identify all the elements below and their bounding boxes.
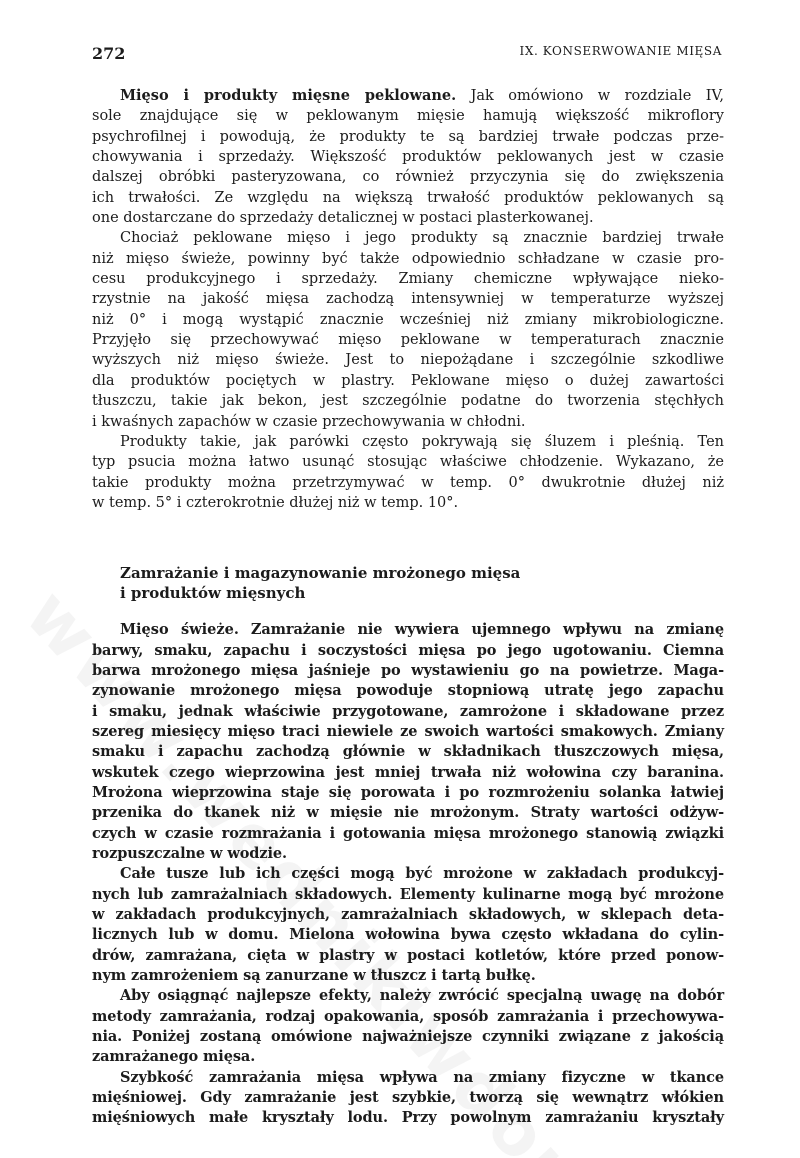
text-line: ich trwałości. Ze względu na większą trwałość produktów peklowanych są: [92, 189, 724, 206]
text-line: w zakładach produkcyjnych, zamrażalniach składowych, w sklepach deta-: [92, 906, 724, 924]
paragraph-fresh-meat: [92, 620, 724, 864]
paragraph-cured-meat-intro: [92, 86, 724, 228]
text-line: barwa mrożonego mięsa jaśnieje po wystawieniu go na powietrze. Maga-: [92, 661, 724, 679]
paragraph-carcass-freezing: [92, 864, 724, 986]
text-line: chowywania i sprzedaży. Większość produktów peklowanych jest w czasie: [92, 149, 724, 166]
text-line: i kwaśnych zapachów w czasie przechowywania w chłodni.: [92, 413, 526, 430]
text-line: drów, zamrażana, cięta w plastry w postaci kotletów, które przed ponow-: [92, 946, 724, 964]
text-line: mięśniowej. Gdy zamrażanie jest szybkie, tworzą się wewnątrz włókien: [92, 1089, 724, 1107]
text-line: rzystnie na jakość mięsa zachodzą intensywniej w temperaturze wyższej: [92, 291, 724, 308]
text-line: Mrożona wieprzowina staje się porowata i po rozmrożeniu solanka łatwiej: [92, 783, 724, 801]
text-line: licznych lub w domu. Mielona wołowina bywa często wkładana do cylin-: [92, 926, 724, 944]
text-line: wyższych niż mięso świeże. Jest to niepożądane i szczególnie szkodliwe: [92, 352, 724, 369]
running-head: IX. KONSERWOWANIE MIĘSA: [519, 44, 722, 58]
text-line: one dostarczane do sprzedaży detalicznej w postaci plasterkowanej.: [92, 210, 594, 227]
text-line: takie produkty można przetrzymywać w temp. 0° dwukrotnie dłużej niż: [92, 474, 724, 491]
text-span: Jak omówiono w rozdziale IV,: [470, 88, 724, 104]
section-heading-continued: i produktów mięsnych: [120, 584, 306, 603]
text-line: nia. Poniżej zostaną omówione najważniejsze czynniki związane z jakością: [92, 1028, 724, 1046]
section-heading: Zamrażanie i magazynowanie mrożonego mięsa: [120, 564, 521, 583]
text-line: Aby osiągnąć najlepsze efekty, należy zwrócić specjalną uwagę na dobór: [120, 987, 724, 1005]
paragraph-freezing-speed: [92, 1068, 724, 1129]
text-line: niż 0° i mogą wystąpić znacznie wcześniej niż zmiany mikrobiologiczne.: [92, 311, 724, 328]
text-line: smaku i zapachu zachodzą głównie w składnikach tłuszczowych mięsa,: [92, 743, 724, 761]
text-line: psychrofilnej i powodują, że produkty te są bardziej trwałe podczas prze-: [92, 128, 724, 145]
text-line: typ psucia można łatwo usunąć stosując właściwe chłodzenie. Wykazano, że: [92, 454, 724, 471]
text-line: przenika do tkanek niż w mięsie nie mrożonym. Straty wartości odżyw-: [92, 804, 724, 822]
text-line: mięśniowych małe kryształy lodu. Przy powolnym zamrażaniu kryształy: [92, 1109, 724, 1127]
text-line: [92, 86, 724, 106]
text-line: sole znajdujące się w peklowanym mięsie hamują większość mikroflory: [92, 108, 724, 125]
paragraph-best-effects: [92, 986, 724, 1067]
text-line: nym zamrożeniem są zanurzane w tłuszcz i tartą bułkę.: [92, 967, 536, 985]
paragraph-sausage-spoilage: [92, 432, 724, 513]
text-line: cesu produkcyjnego i sprzedaży. Zmiany chemiczne wpływające nieko-: [92, 271, 724, 288]
text-line: [92, 620, 724, 640]
text-line: dla produktów pociętych w plastry. Peklowane mięso o dużej zawartości: [92, 372, 724, 389]
text-line: tłuszczu, takie jak bekon, jest szczególnie podatne do tworzenia stęchłych: [92, 393, 724, 410]
text-line: Chociaż peklowane mięso i jego produkty są znacznie bardziej trwałe: [120, 230, 724, 247]
text-line: Przyjęło się przechowywać mięso peklowane w temperaturach znacznie: [92, 332, 724, 349]
text-line: w temp. 5° i czterokrotnie dłużej niż w temp. 10°.: [92, 494, 459, 511]
text-line: rozpuszczalne w wodzie.: [92, 845, 287, 862]
page-body: [92, 86, 724, 1129]
text-line: barwy, smaku, zapachu i soczystości mięsa po jego ugotowaniu. Ciemna: [92, 641, 724, 659]
page-header: [92, 40, 722, 62]
text-line: dalszej obróbki pasteryzowana, co również przyczynia się do zwiększenia: [92, 169, 724, 186]
text-line: niż mięso świeże, powinny być także odpowiednio schładzane w czasie pro-: [92, 250, 724, 267]
text-span: Zamrażanie nie wywiera ujemnego wpływu na zmianę: [250, 621, 724, 639]
text-line: wskutek czego wieprzowina jest mniej trwała niż wołowina czy baranina.: [92, 763, 724, 781]
text-line: Produkty takie, jak parówki często pokrywają się śluzem i pleśnią. Ten: [120, 433, 724, 450]
inline-heading: Mięso i produkty mięsne peklowane.: [120, 87, 457, 104]
text-line: metody zamrażania, rodzaj opakowania, sposób zamrażania i przechowywa-: [92, 1007, 724, 1025]
text-line: zamrażanego mięsa.: [92, 1048, 256, 1066]
text-line: szereg miesięcy mięso traci niewiele ze swoich wartości smakowych. Zmiany: [92, 722, 724, 740]
text-line: czych w czasie rozmrażania i gotowania mięsa mrożonego stanowią związki: [92, 824, 724, 842]
text-line: Szybkość zamrażania mięsa wpływa na zmiany fizyczne w tkance: [120, 1068, 724, 1086]
text-line: Całe tusze lub ich części mogą być mrożone w zakładach produkcyj-: [120, 865, 724, 883]
page-number: 272: [92, 44, 126, 63]
text-line: i smaku, jednak właściwie przygotowane, zamrożone i składowane przez: [92, 702, 724, 720]
text-line: nych lub zamrażalniach składowych. Elementy kulinarne mogą być mrożone: [92, 885, 724, 903]
text-line: zynowanie mrożonego mięsa powoduje stopniową utratę jego zapachu: [92, 682, 724, 700]
inline-heading: Mięso świeże.: [120, 621, 239, 639]
paragraph-cured-meat-cooling: [92, 228, 724, 431]
